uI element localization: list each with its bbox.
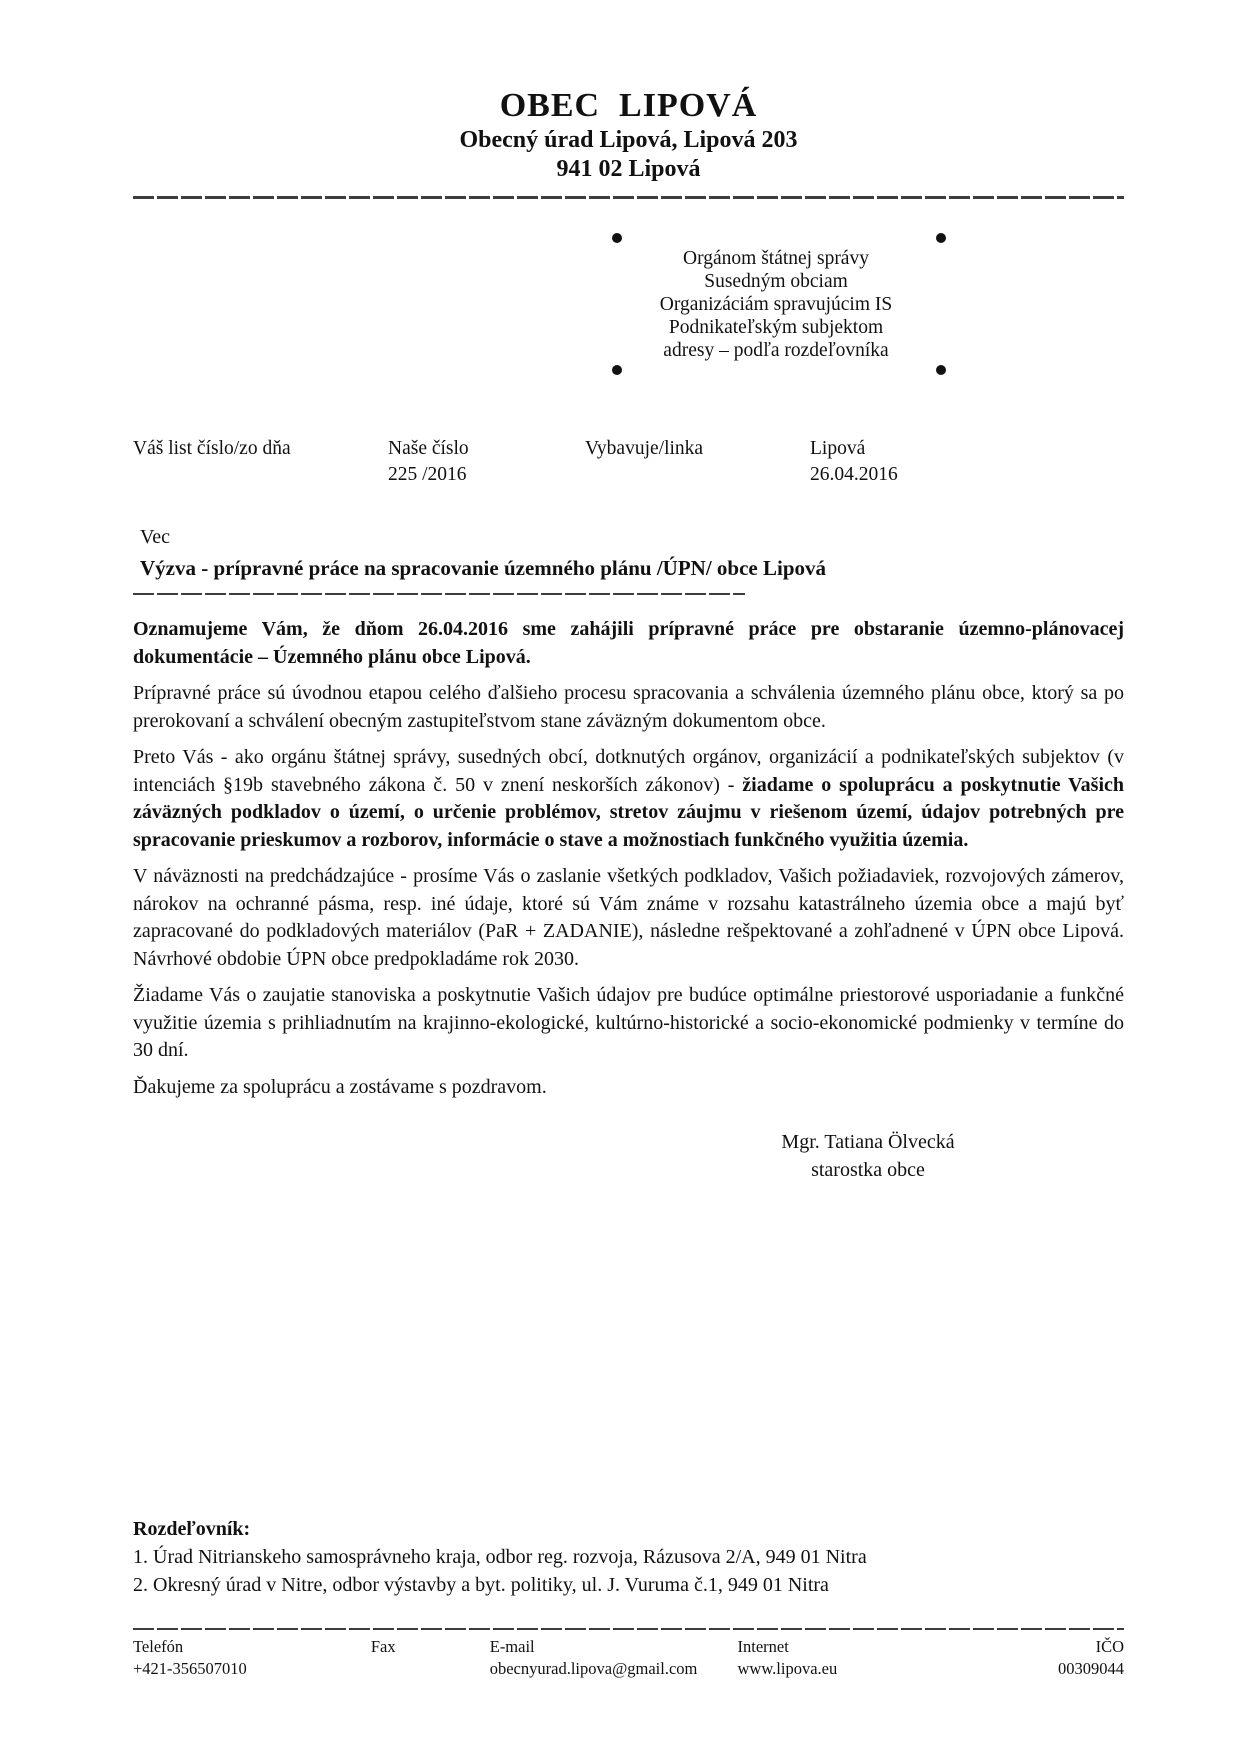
place-date-column bbox=[810, 436, 1124, 489]
recipient-line: Orgánom štátnej správy bbox=[683, 248, 869, 269]
place-label: Lipová bbox=[810, 438, 866, 459]
email-label: E-mail bbox=[489, 1637, 535, 1656]
footer-phone-column bbox=[133, 1636, 371, 1680]
phone-label: Telefón bbox=[133, 1637, 184, 1656]
footer-columns bbox=[133, 1636, 1124, 1680]
subject-title: Výzva - prípravné práce na spracovanie územného plánu /ÚPN/ obce Lipová bbox=[140, 556, 826, 580]
distribution-heading: Rozdeľovník: bbox=[133, 1518, 251, 1540]
our-ref-value: 225 /2016 bbox=[388, 464, 467, 485]
distribution-item: 1. Úrad Nitrianskeho samosprávneho kraja, odbor reg. rozvoja, Rázusova 2/A, 949 01 Nitra bbox=[133, 1546, 867, 1568]
your-ref-column bbox=[133, 436, 388, 489]
our-ref-label: Naše číslo bbox=[388, 438, 469, 459]
paragraph-request bbox=[133, 744, 1124, 854]
footer-ico-column bbox=[926, 1636, 1124, 1680]
internet-value: www.lipova.eu bbox=[737, 1659, 838, 1678]
header-divider bbox=[133, 196, 1124, 199]
internet-label: Internet bbox=[737, 1637, 789, 1656]
recipient-line: Podnikateľským subjektom bbox=[668, 317, 884, 338]
email-value: obecnyurad.lipova@gmail.com bbox=[489, 1659, 698, 1678]
recipient-line: Susedným obciam bbox=[704, 271, 848, 292]
date-value: 26.04.2016 bbox=[810, 464, 898, 485]
reference-row bbox=[133, 436, 1124, 489]
phone-value: +421-356507010 bbox=[133, 1659, 247, 1678]
paragraph-deadline: Žiadame Vás o zaujatie stanoviska a poskytnutie Vašich údajov pre budúce optimálne priestorové usporiadanie a funkčné využitie územia s prihliadnutím na krajinno-ekologické, kultúrno-historické a socio-ekonomické podmienky v termíne do 30 dní. bbox=[133, 984, 1124, 1061]
footer-internet-column bbox=[737, 1636, 925, 1680]
distribution-item: 2. Okresný úrad v Nitre, odbor výstavby a byt. politiky, ul. J. Vuruma č.1, 949 01 Nitra bbox=[133, 1574, 829, 1596]
handled-by-column bbox=[585, 436, 810, 489]
bullet-icon bbox=[612, 233, 622, 243]
footer-fax-column bbox=[371, 1636, 490, 1680]
letter-content bbox=[133, 0, 1124, 1184]
subject-divider bbox=[133, 593, 745, 595]
paragraph-preparatory-works: Prípravné práce sú úvodnou etapou celého ďalšieho procesu spracovania a schválenia územného plánu obce, ktorý sa po prerokovaní a schválení obecným zastupiteľstvom stane záväzným dokumentom obce. bbox=[133, 682, 1124, 732]
signature-block bbox=[703, 1128, 1033, 1184]
signatory-name: Mgr. Tatiana Ölvecká bbox=[781, 1131, 955, 1153]
paragraph-request-bold: žiadame o spoluprácu a poskytnutie Vašich záväzných podkladov o území, o určenie problémov, stretov záujmu v riešenom území, údajov potrebných pre spracovanie prieskumov a rozborov, informácie o stave a možnostiach funkčného využitia územia. bbox=[133, 773, 1125, 851]
paragraph-request-regular: Preto Vás - ako orgánu štátnej správy, susedných obcí, dotknutých orgánov, organizácií a podnikateľských subjektov (v intenciách §19b stavebného zákona č. 50 v znení neskorších zákonov) - bbox=[133, 746, 1124, 796]
bullet-icon bbox=[936, 233, 946, 243]
paragraph-announcement: Oznamujeme Vám, že dňom 26.04.2016 sme zahájili prípravné práce pre obstaranie územno-plánovacej dokumentácie – Územného plánu obce Lipová. bbox=[133, 618, 1124, 668]
your-ref-label: Váš list číslo/zo dňa bbox=[133, 438, 291, 459]
office-address-line: Obecný úrad Lipová, Lipová 203 bbox=[459, 127, 798, 153]
our-ref-column bbox=[388, 436, 585, 489]
recipient-line: adresy – podľa rozdeľovníka bbox=[663, 340, 889, 361]
letter-body bbox=[133, 616, 1124, 1101]
postal-code-line: 941 02 Lipová bbox=[556, 156, 701, 182]
recipients-block bbox=[600, 232, 952, 376]
paragraph-thanks: Ďakujeme za spoluprácu a zostávame s pozdravom. bbox=[133, 1075, 547, 1098]
recipient-line: Organizáciám spravujúcim IS bbox=[659, 294, 893, 315]
ico-label: IČO bbox=[1095, 1637, 1124, 1656]
handled-by-label: Vybavuje/linka bbox=[585, 438, 704, 459]
bullet-icon bbox=[936, 365, 946, 375]
letter-footer bbox=[133, 1628, 1124, 1680]
letterhead bbox=[133, 0, 1124, 184]
recipients-top-bullets bbox=[600, 232, 952, 244]
distribution-list bbox=[133, 1515, 1124, 1599]
recipient-lines bbox=[600, 244, 952, 364]
recipients-bottom-bullets bbox=[600, 364, 952, 376]
footer-divider bbox=[133, 1628, 1124, 1630]
fax-label: Fax bbox=[370, 1637, 396, 1656]
municipality-name: OBEC LIPOVÁ bbox=[499, 87, 758, 124]
footer-email-column bbox=[490, 1636, 738, 1680]
paragraph-documents: V náväznosti na predchádzajúce - prosíme Vás o zaslanie všetkých podkladov, Vašich požiadaviek, rozvojových zámerov, nárokov na ochranné pásma, resp. iné údaje, ktoré sú Vám známe v rozsahu katastrálneho územia obce a majú byť zapracované do podkladových materiálov (PaR + ZADANIE), následne rešpektované a zohľadnené v ÚPN obce Lipová. Návrhové obdobie ÚPN obce predpokladáme rok 2030. bbox=[133, 865, 1124, 970]
ico-value: 00309044 bbox=[1058, 1659, 1124, 1678]
vec-label: Vec bbox=[140, 526, 170, 548]
bullet-icon bbox=[612, 365, 622, 375]
signatory-title: starostka obce bbox=[811, 1159, 925, 1181]
